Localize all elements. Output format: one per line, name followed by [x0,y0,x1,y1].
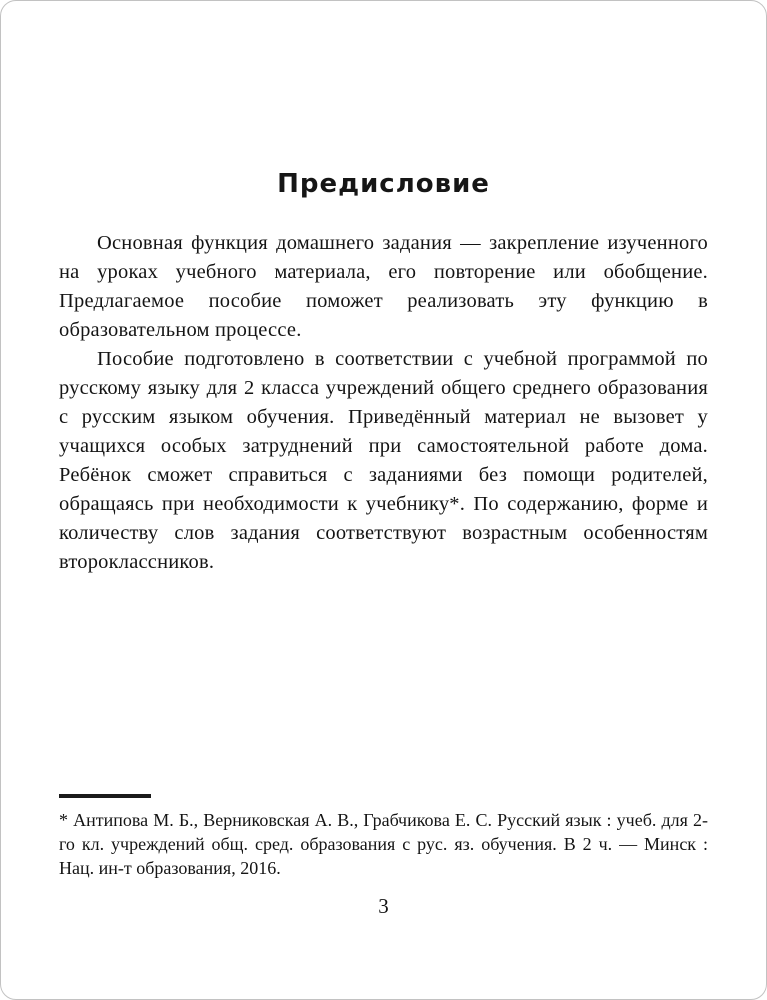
footnote-rule [59,794,151,798]
footnote-text: * Антипова М. Б., Верниковская А. В., Грабчикова Е. С. Русский язык : учеб. для 2-го кл. учреждений общ. сред. образования с рус. яз. обучения. В 2 ч. — Минск : Нац. ин-т образования, 2016. [59,810,708,878]
paragraph-details: Пособие подготовлено в соответствии с учебной программой по русскому языку для 2 класса учреждений общего среднего образования с русским языком обучения. Приведённый материал не вызовет у учащихся особых затруднений при самостоятельной работе дома. Ребёнок сможет справиться с заданиями без помощи родителей, обращаясь при необходимости к учебнику*. По содержанию, форме и количеству слов задания соответствуют возрастным особенностям второклассников. [59,348,708,573]
footnote-section [59,794,708,880]
page-number: 3 [378,894,389,918]
page-content [1,169,766,577]
paragraph-intro: Основная функция домашнего задания — закрепление изученного на уроках учебного материала, его повторение или обобщение. Предлагаемое пособие поможет реализовать эту функцию в образовательном процессе. [59,232,708,341]
page-title: Предисловие [277,169,490,199]
